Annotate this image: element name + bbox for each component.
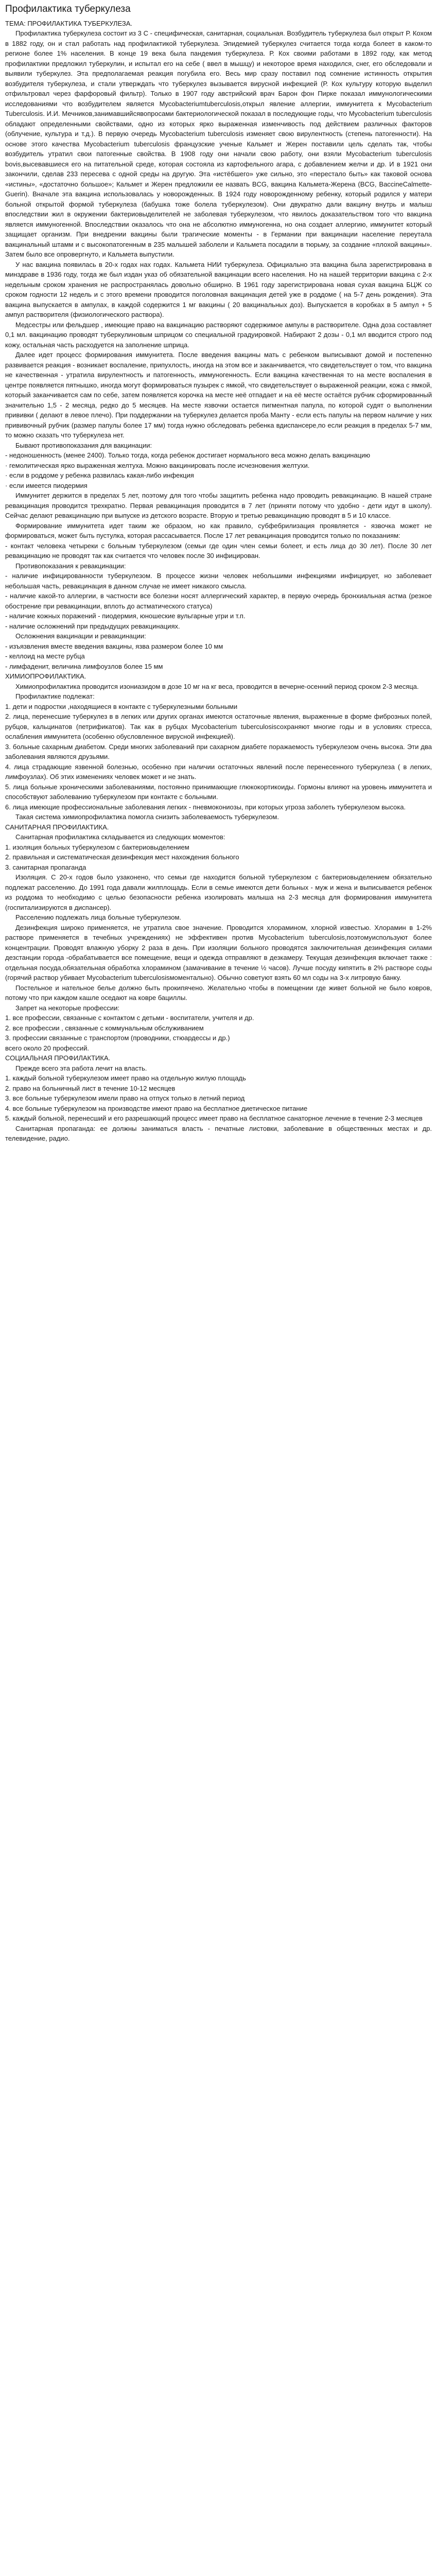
paragraph: · если в роддоме у ребенка развилась какая-либо инфекция [5, 471, 194, 480]
paragraph: Расселению подлежать лица больные туберкулезом. [15, 913, 182, 922]
paragraph: - наличие инфицированности туберкулезом. В процессе жизни человек небольшими инфекциями инфицирует, но заболевает небольшая часть, ревакцинация в данном случае не имеет никакого смысла. [5, 572, 432, 590]
paragraph: · если имеется пиодермия [5, 481, 88, 489]
document-title: Профилактика туберкулеза [5, 4, 131, 14]
paragraph: 3. больные сахарным диабетом. Среди многих заболеваний при сахарном диабете поражаемость туберкулезом очень высока. Эти два заболевания являются друзьями. [5, 742, 432, 761]
paragraph: 1. все профессии, связанные с контактом с детьми - воспитатели, учителя и др. [5, 1014, 254, 1022]
document-page [0, 0, 436, 1150]
paragraph: Далее идет процесс формирования иммунитета. После введения вакцины мать с ребенком выписывают домой и постепенно развивается реакция - возникает воспаление, припухлость, иногда на этом все и заканчивается, что свидетельствует о том, что вакцина не качественная - утратила вирулентность и патогенность, иммуногенность. Если вакцина качественная то на месте воспаления в центре появляется пятнышко, иногда могут формироваться пузырек с ямкой, что свидетельствует о выраженной реакции, кожа с ямкой, который заканчивается сам по себе, затем появляется корочка на месте неё отпадает и на её месте остаётся рубчик сформированный значительно 1,5 - 2 месяца, редко до 5 месяцев. На месте язвочки остается пигментная папула, по которой судят о выполнении прививки ( делают в левое плечо). При поддержании на туберкулез делается проба Манту - если есть папулы на первом наличие у них прививочный рубчик (размер папулы более 17 мм) тогда нужно обследовать ребенка вдиспансере,по если реакция в пределах 5-7 мм, то можно сказать что туберкулеза нет. [5, 351, 432, 439]
paragraph: Иммунитет держится в пределах 5 лет, поэтому для того чтобы защитить ребенка надо проводить ревакцинацию. В нашей стране ревакцинация проводится трехкратно. Первая ревакцинация проводится в 7 лет (приняти потому что удобно - дети идут в школу). Сейчас делают ревакцинацию при выпуске из детского возрасте. Вторую и третью ревакцинацию проводят в 5 и 10 классе. [5, 492, 432, 520]
paragraph: 1. дети и подростки ,находящиеся в контакте с туберкулезными больными [5, 702, 238, 710]
paragraph: У нас вакцина появилась в 20-х годах нах годах. Кальмета НИИ туберкулеза. Официально эта вакцина была зарегистрирована в минздраве в 1936 году, тогда же был издан указ об обязательной вакцинации всего населения. Но на нашей территории вакцина с 2-х недельным сроком хранения не распространялась довольно обширно. В 1961 году зарегистрирована новая сухая вакцина БЦЖ со сроком годности 12 недель и с этого времени проводится поголовная вакцинация детей уже в роддоме ( на 5-7 день рождения). Эта вакцина выпускается в ампулах, в каждой содержится 1 мг вакцины ( 20 вакцинальных доз). Выпускается в коробках в 5 ампул + 5 ампул растворителя (физиологического раствора). [5, 260, 432, 319]
paragraph: Бывают противопоказания для вакцинации: [15, 441, 152, 449]
paragraph: 5. каждый больной, перенесший и его разрешающий процесс имеет право на бесплатное санаторное лечение в течение 2-3 месяцев [5, 1114, 423, 1123]
paragraph: Осложнения вакцинации и ревакцинации: [15, 632, 146, 640]
paragraph: Постельное и нательное белье должно быть прокипячено. Желательно чтобы в помещении где живет больной не было ковров, потому что при каждом кашле оседают на ковре бациллы. [5, 984, 432, 1002]
paragraph: 2. право на больничный лист в течение 10-12 месяцев [5, 1084, 176, 1092]
paragraph: 1. каждый больной туберкулезом имеет право на отдельную жилую площадь [5, 1074, 246, 1082]
section-heading: ХИМИОПРОФИЛАКТИКА. [5, 672, 86, 681]
paragraph: Противопоказания к ревакцинации: [15, 562, 126, 570]
document-body [5, 19, 432, 1144]
section-heading: САНИТАРНАЯ ПРОФИЛАКТИКА. [5, 823, 109, 831]
paragraph: 2. лица, перенесшие туберкулез в в легких или других органах имеются остаточные явления, выраженные в форме фиброзных полей, рубцов, кальцинатов (петрификатов). Так как в рубцах Mycobacterium tuberculosisсохраняют многие годы и в условиях стресса, ослабления иммунитета (особенно обусловленное вирусной инфекцией). [5, 713, 432, 741]
paragraph: 3. все больные туберкулезом имели право на отпуск только в летний период [5, 1094, 245, 1103]
paragraph: - лимфаденит, величина лимфоузлов более 15 мм [5, 662, 163, 670]
paragraph: 2. все профессии , связанные с коммунальным обслуживанием [5, 1024, 204, 1032]
paragraph: - наличие какой-то аллергии, в частности все болезни носят аллергический характер, в первую очередь бронхиальная астма (резкое обострение при ревакцинации, вплоть до астматического статуса) [5, 592, 432, 610]
paragraph: Медсестры или фельдшер , имеющие право на вакцинацию растворяют содержимое ампулы в растворителе. Одна доза составляет 0,1 мл. вакцинацию проводят туберкулиновым шприцом со специальной градуировкой. Набирают 2 дозы - 0,1 мл вводится строго под кожу, остальная часть расходуется на заполнение шприца. [5, 320, 432, 349]
paragraph: Профилактика туберкулеза состоит из 3 С - специфическая, санитарная, социальная. Возбудитель туберкулеза был открыт Р. Кохом в 1882 году, он и стал работать над профилактикой туберкулеза. Эпидемией туберкулез считается тогда когда болеет в каком-то регионе более 1% населения. В конце 19 века была пандемия туберкулеза. Р. Кох своими работами в 1892 году, как метод профилактики предложил туберкулин, и испытал его на себе ( ввел в мышцу) и некоторое время находился, снег, его обследовали и выявили туберкулез. Эта предполагаемая реакция погубила его. Весь мир сразу поставил под сомнение истинность открытия возбудителя туберкулеза, и стали утверждать что туберкулез вызывается вирусной инфекцией (Р. Кох культуру которую выделил отфильтровал через фарфоровый фильтр). Только в 1907 году австрийский врач Барон фон Пирке показал иммунологическими исследованиями что возбудителем является Mycobacteriumtuberculosis,открыл явление аллергии, иммунитета к Mycobacterium Tuberculosis. И.И. Мечников,занимавшийсявопросами бактериологической показал в последующие годы, что Mycobacterium tuberculosis обладают определенными свойствами, одно из которых ярко выраженная изменчивость под действием различных факторов (облучение, культура и т.д.). В первую очередь Mycobacterium tuberculosis изменяет свою вирулентность (степень патогенности). На основе этого качества Mycobacterium tuberculosis французские ученые Кальмет и Жерен поставили цель сделать так, чтобы возбудитель утратил свои патогенные свойства. В 1908 году они начали свою работу, они взяли Mycobacterium tuberculosis bovis,высевавшиеся его на питательной среде, которая состояла из картофельного агара, с добавлением желчи и др. И в 1921 они закончили, сделав 233 пересева с одной среды на другую. Эта «истёбшего» уже сильно, это «перестало быть» как таковой основа «истины», «достаточно большое»; Кальмет и Жерен предложили ее назвать BCG, вакцина Кальмета-Жерена (BCG, ВаccineCalmette-Guerin). Вначале эта вакцина использовалась у новорожденных. В 1924 году новорожденному ребенку, который родился у матери больной открытой формой туберкулеза (бабушка тоже болела туберкулезом). Они двукратно дали вакцину внутрь и малыш впоследствии жил в окружении бактериовыделителей не заболевая туберкулезом, что явилось доказательством того что вакцина является иммуногенной. Впоследствии оказалось что она не абсолютно иммуногенна, но она создает аллергию, иммунитет который защищает организм. При внедрении вакцины были трагические моменты - в Германии при вакцинации население переутала вакцинальный штамм и с высокопатогенным в 235 малышей заболели и Кальмета посадили в тюрьму, за создание «плохой вакцины». Затем было все опровергнуто, и Кальмета выпустили. [5, 29, 432, 259]
section-heading: СОЦИАЛЬНАЯ ПРОФИЛАКТИКА. [5, 1054, 111, 1062]
paragraph: 4. все больные туберкулезом на производстве имеют право на бесплатное диетическое питание [5, 1104, 308, 1112]
paragraph: 1. изоляция больных туберкулезом с бактериовыделением [5, 843, 189, 851]
paragraph: 6. лица имеющие профессиональные заболевания легких - пневмокониозы, при которых угроза заболеть туберкулезом высока. [5, 803, 406, 811]
section-heading: ТЕМА: ПРОФИЛАКТИКА ТУБЕРКУЛЕЗА. [5, 19, 132, 27]
paragraph: - келлоид на месте рубца [5, 652, 85, 660]
paragraph: - наличие кожных поражений - пиодермия, юношеские вульгарные угри и т.п. [5, 612, 246, 620]
paragraph: 2. правильная и систематическая дезинфекция мест нахождения больного [5, 853, 239, 861]
paragraph: Санитарная пропаганда: ее должны заниматься власть - печатные листовки, заболевание в общественных местах и др. телевидение, радио. [5, 1124, 432, 1143]
paragraph: 4. лица страдающие язвенной болезнью, особенно при наличии остаточных явлений после перенесенного туберкулеза ( в легких, лимфоузлах). Об этих изменениях человек может и не знать. [5, 762, 432, 781]
paragraph: Прежде всего эта работа лечит на власть. [15, 1064, 147, 1072]
paragraph: - недоношенность (менее 2400). Только тогда, когда ребенок достигает нормального веса можно делать вакцинацию [5, 451, 370, 460]
paragraph: Профилактике подлежат: [15, 692, 95, 701]
paragraph: 3. профессии связанные с транспортом (проводники, стюардессы и др.) [5, 1034, 230, 1042]
paragraph: - изъязвления вместе введения вакцины, язва размером более 10 мм [5, 642, 223, 650]
paragraph: Изоляция. С 20-х годов было узаконено, что семьи где находится больной туберкулезом с бактериовыделением обязательно подлежат расселению. До 1991 года давали жилплощадь. Если в семье имеются дети больных - муж и жена и выписывается ребенок из роддома то необходимо с целью безопасности ребенка изолировать малыша на 2-3 месяца для формирования иммунитета (госпитализируются в диспансер). [5, 873, 432, 911]
paragraph: Химиопрофилактика проводится изониазидом в дозе 10 мг на кг веса, проводится в вечерне-осенний период сроком 2-3 месяца. [15, 682, 419, 690]
paragraph: Дезинфекция широко применяется, не утратила свое значение. Проводится хлорамином, хлорной известью. Хлорамин в 1-2% растворе применяется в течебных учреждениях) не эффективен против Mycobacterium tuberculosis,поэтомуиспользуют более концентрации. Проводят влажную уборку 2 раза в день. При изоляции больного проводятся заключительная дезинфекция силами дезстанции города -обрабатывается все помещение, вещи и одежда отправляют в дезкамеру. Текущая дезинфекция включает также : отдельная посуда,обязательная обработка хлорамином (замачивание в течение ½ часов). Лучше посуду кипятить в 2% растворе соды (горячий раствор убивает Mycobacterium tuberculosisмоментально). Обычно советуют взять 60 мл соды на 3-х литровую банку. [5, 923, 432, 982]
paragraph: · гемолитическая ярко выраженная желтуха. Можно вакцинировать после исчезновения желтухи. [5, 461, 310, 469]
paragraph: Формирование иммунитета идет таким же образом, но как правило, субфебрилизация проявляется - язвочка может не формироваться, может быть пустулка, которая рассасывается. После 17 лет ревакцинация проводится только по показаниям: [5, 521, 432, 540]
paragraph: 5. лица больные хроническими заболеваниями, постоянно принимающие глюкокортикоиды. Гормоны влияют на уровень иммунитета и способствуют заболеванию туберкулезом при контакте с больными. [5, 783, 432, 801]
paragraph: Такая система химиопрофилактика помогла снизить заболеваемость туберкулезом. [15, 813, 279, 821]
paragraph: Запрет на некоторые профессии: [15, 1004, 119, 1012]
paragraph: Санитарная профилактика складывается из следующих моментов: [15, 833, 225, 841]
paragraph: - контакт человека четыреки с больным туберкулезом (семьи где один член семьи болеет, и есть лица до 30 лет). После 30 лет ревакцинацию не проводят так как считается что человек после 30 инфицирован. [5, 541, 432, 560]
paragraph: - наличие осложнений при предыдущих ревакцинациях. [5, 622, 180, 630]
paragraph: 3. санитарная пропаганда [5, 863, 86, 871]
paragraph: всего около 20 профессий. [5, 1044, 90, 1052]
